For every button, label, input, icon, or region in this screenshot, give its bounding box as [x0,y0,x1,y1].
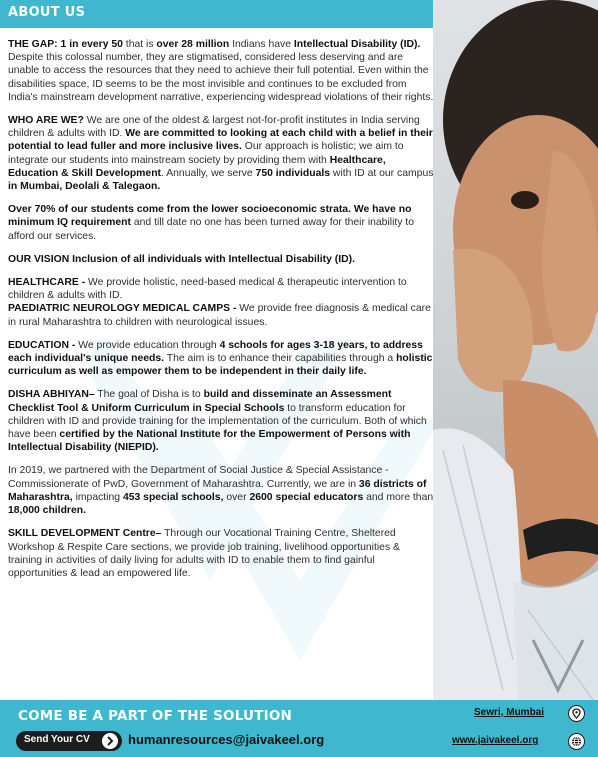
education-bold-2: 4 schools for ages 3-18 years, to address each individual's unique needs. [8,339,423,365]
who-heading: WHO ARE WE? [8,115,84,127]
who-bold-2: We are committed to looking at each child with a belief in their potential to lead fuller and more inclusive lives. [8,128,433,153]
gap-text-3: Despite this colossal number, they are stigmatised, considered less deserving and are unable to access the resources that they need to achieve their full potential. Even within the disabilities space, ID seems to be the most invisible and continues to be excluded from India's mainstream development narrative, experiencing widespread violations of their rights. [8,52,434,103]
gap-paragraph [8,38,434,104]
arrow-right-icon [102,733,118,749]
who-bold-4: 750 individuals [255,167,331,179]
education-heading: EDUCATION - [8,339,76,351]
gap-bold-2: over 28 million [156,39,230,50]
gap-heading: THE GAP: 1 in every 50 [8,39,123,50]
gap-text-2: Indians have [229,39,294,50]
disha-text-2: to transform education for children with ID and provide training for the implementation of the curriculum. Both of which have been [8,402,427,441]
disha-paragraph [8,388,434,454]
students-text-1: and till date no one has been turned away for their inability to afford our services. [8,217,415,242]
vision-heading: OUR VISION Inclusion of all individuals with Intellectual Disability (ID). [8,253,355,265]
partnership-bold-4: 18,000 children. [8,505,86,517]
education-paragraph [8,339,434,379]
camps-heading: PAEDIATRIC NEUROLOGY MEDICAL CAMPS - [8,303,237,315]
who-text-4: with ID at our campus [330,167,434,179]
education-text-1: We provide education through [75,339,220,351]
footer-heading: COME BE A PART OF THE SOLUTION [18,708,293,724]
who-paragraph [8,114,434,193]
camps-text: We provide free diagnosis & medical care in rural Maharashtra to children with neurological issues. [8,303,431,328]
education-text-2: The aim is to enhance their capabilities through a [164,353,397,365]
footer-band [0,700,598,757]
partnership-text-3: over [223,491,250,503]
partnership-bold-2: 453 special schools, [122,491,224,503]
skill-text: Through our Vocational Training Centre, Sheltered Workshop & Respite Care sections, we provide job training, livelihood opportunities & training in activities of daily living for adults with ID to enable them to find gainful opportunities & lead an empowered life. [8,528,400,579]
body-copy [8,38,434,590]
who-text-1: We are one of the oldest & largest not-for-profit institutes in India serving children & adults with ID. [8,115,420,140]
website-link[interactable]: www.jaivakeel.org [452,735,539,746]
partnership-bold-1: 36 districts of Maharashtra, [8,478,427,503]
send-cv-button[interactable] [16,731,122,751]
partnership-bold-3: 2600 special educators [249,491,364,503]
page-title: ABOUT US [8,5,86,20]
location-link[interactable]: Sewri, Mumbai [474,707,545,718]
camps-paragraph [8,302,434,328]
vision-paragraph [8,253,434,266]
partnership-text-2: impacting [72,491,123,503]
partnership-text-4: and more than [363,491,434,503]
gap-text-1: that is [122,39,157,50]
students-bold-1: Over 70% of our students come from the lower socioeconomic strata. We have no minimum IQ requirement [8,204,412,229]
location-pin-icon [568,705,585,722]
skill-heading: SKILL DEVELOPMENT Centre– [8,528,162,540]
who-text-2: Our approach is holistic; we aim to integrate our students into mainstream society by providing them with [8,141,404,166]
healthcare-paragraph [8,276,434,302]
education-bold-3: holistic curriculum as well as empower them to be independent in their daily life. [8,353,433,378]
students-paragraph [8,203,434,243]
healthcare-heading: HEALTHCARE - [8,277,86,289]
email-link[interactable]: humanresources@jaivakeel.org [128,732,325,747]
child-photo [433,0,598,700]
partnership-text-1: In 2019, we partnered with the Department of Social Justice & Special Assistance - Commissionerate of PwD, Government of Maharashtra. Currently, we are in [8,465,389,490]
gap-bold-3: Intellectual Disability (ID). [293,39,421,50]
send-cv-label: Send Your CV [24,734,90,745]
healthcare-text: We provide holistic, need-based medical & therapeutic intervention to children & adults with ID. [8,277,407,302]
header-strip [0,0,435,28]
who-text-3: . Annually, we serve [161,167,256,179]
disha-text-1: The goal of Disha is to [94,389,204,401]
skill-paragraph [8,527,434,580]
globe-icon [568,733,585,750]
disha-bold-2: build and disseminate an Assessment Checklist Tool & Uniform Curriculum in Special Schools [8,389,392,414]
who-bold-3: Healthcare, Education & Skill Development [8,154,386,179]
disha-bold-3: certified by the National Institute for the Empowerment of Persons with Intellectual Disability (NIEPID). [8,429,411,454]
who-bold-5: in Mumbai, Deolali & Talegaon. [8,181,161,193]
partnership-paragraph [8,464,434,517]
disha-heading: DISHA ABHIYAN– [8,389,95,401]
